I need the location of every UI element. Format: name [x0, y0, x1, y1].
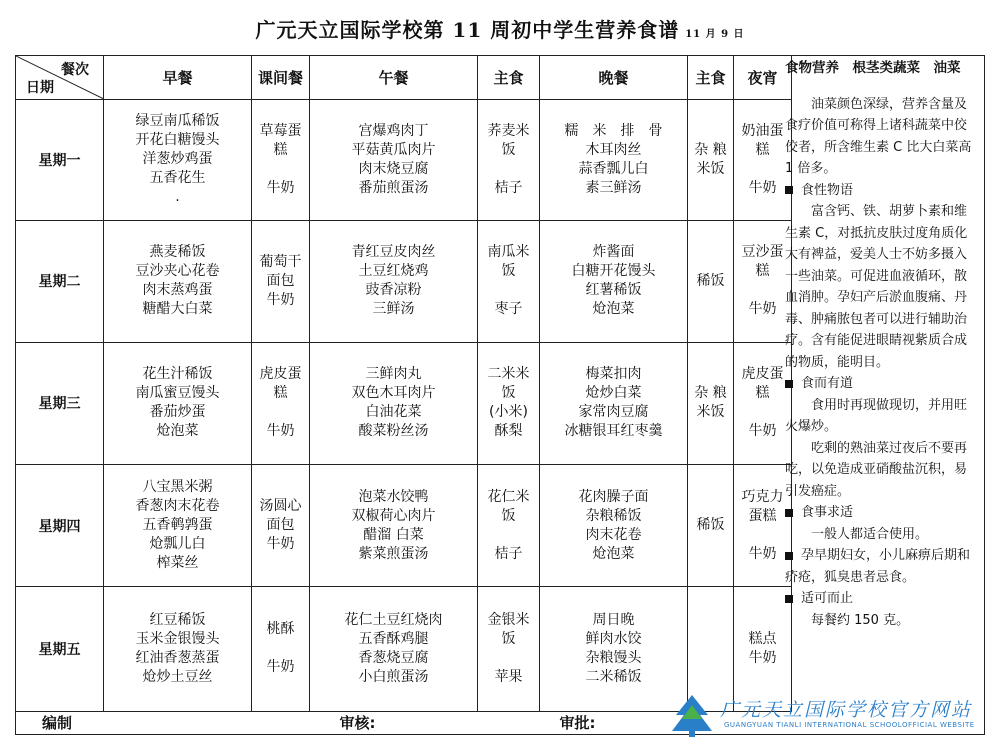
menu-table [15, 55, 792, 735]
breakfast-item: 炝泡菜 [156, 423, 199, 440]
cell-snack [252, 587, 310, 711]
supper-item: 糕 [755, 263, 770, 280]
staple1-item [480, 526, 537, 545]
bullet-5-text: 每餐约 150 克。 [811, 612, 910, 628]
bullet-1-title: 食性物语 [801, 182, 854, 198]
school-logo[interactable] [668, 691, 998, 741]
footer-review: 审核: [310, 711, 540, 734]
supper-item: 糕 [755, 385, 770, 402]
header-staple-lunch: 主食 [478, 56, 540, 100]
dinner-item: 花肉臊子面 [578, 488, 649, 505]
cell-breakfast [104, 220, 252, 342]
dinner-item: 素三鲜汤 [585, 179, 642, 196]
lunch-item: 双色木耳肉片 [351, 385, 436, 402]
breakfast-item: 红豆稀饭 [149, 611, 206, 628]
lunch-item: 双椒荷心肉片 [351, 507, 436, 524]
cell-snack [252, 342, 310, 464]
dinner-item: 糯 米 排 骨 [564, 122, 663, 139]
snack-item: 面包 [266, 272, 295, 289]
cell-dinner [540, 587, 688, 711]
supper-item: 蛋糕 [748, 507, 777, 524]
staple1-item: 花仁米 [487, 488, 530, 505]
cell-staple1 [478, 342, 540, 464]
school-emblem-icon [668, 691, 716, 739]
logo-chinese-text: 广元天立国际学校官方网站 [720, 699, 973, 721]
breakfast-item: 开花白糖馒头 [135, 132, 220, 149]
dinner-item: 冰糖银耳红枣羹 [564, 423, 663, 440]
snack-item: 牛奶 [266, 291, 295, 308]
square-bullet-icon [785, 186, 793, 194]
breakfast-item: 燕麦稀饭 [149, 244, 206, 261]
staple1-item [480, 160, 537, 179]
snack-item: 牛奶 [266, 536, 295, 553]
supper-item: 虎皮蛋 [741, 366, 784, 383]
header-supper: 夜宵 [734, 56, 792, 100]
dinner-item: 炝泡菜 [592, 301, 635, 318]
title-date: 11 月 9 日 [685, 29, 745, 40]
staple1-item: 金银米 [487, 611, 530, 628]
breakfast-item: 炝瓢儿白 [149, 536, 206, 553]
snack-item: 草莓蛋 [259, 122, 302, 139]
dinner-item: 红薯稀饭 [585, 282, 642, 299]
square-bullet-icon [785, 509, 793, 517]
day-row [16, 99, 792, 220]
staple1-item: 桔子 [494, 545, 523, 562]
day-row [16, 220, 792, 342]
dinner-item: 白糖开花馒头 [571, 263, 656, 280]
square-bullet-icon [785, 380, 793, 388]
staple1-item: 枣子 [494, 301, 523, 318]
lunch-item: 香葱烧豆腐 [358, 649, 429, 666]
snack-item: 糕 [273, 385, 288, 402]
snack-item: 汤圆心 [259, 498, 302, 515]
breakfast-item: 五香鹌鹑蛋 [142, 517, 213, 534]
breakfast-item: 南瓜蜜豆馒头 [135, 385, 220, 402]
staple1-item: 酥梨 [494, 423, 523, 440]
breakfast-item: 肉末蒸鸡蛋 [142, 282, 213, 299]
staple2-item: 杂 粮 [694, 141, 727, 158]
lunch-item: 青红豆皮肉丝 [351, 244, 436, 261]
breakfast-item: 糖醋大白菜 [142, 301, 213, 318]
nutrition-intro: 油菜颜色深绿，营养含量及食疗价值可称得上诸科蔬菜中佼佼者，所含维生素 C 比大白菜高 1 倍多。 [785, 96, 972, 176]
breakfast-item: . [175, 189, 180, 206]
cell-dinner [540, 99, 688, 220]
header-staple-dinner: 主食 [688, 56, 734, 100]
corner-meal-label: 餐次 [61, 62, 89, 78]
staple1-item: 苹果 [494, 668, 523, 685]
footer-blank [104, 711, 310, 734]
bullet-1-text: 富含钙、铁、胡萝卜素和维生素 C，对抵抗皮肤过度角质化大有裨益，爱美人士不妨多摄入一些油菜。可促进血液循环，散血消肿。孕妇产后淤血腹痛、丹毒、肿痛脓包者可以进行辅助治疗。含有能促进眼睛视紫质合成的物质，能明目。 [785, 204, 968, 370]
breakfast-item: 洋葱炒鸡蛋 [142, 151, 213, 168]
bullet-3 [785, 502, 978, 524]
bullet-1 [785, 180, 978, 202]
lunch-item: 酸菜粉丝汤 [358, 423, 429, 440]
cell-dinner [540, 220, 688, 342]
bullet-5 [785, 588, 978, 610]
square-bullet-icon [785, 552, 793, 560]
dinner-item: 杂粮馒头 [585, 649, 642, 666]
cell-dinner [540, 342, 688, 464]
staple1-item: 饭 [501, 630, 516, 647]
day-row [16, 465, 792, 587]
supper-item: 牛奶 [748, 301, 777, 318]
breakfast-item: 玉米金银馒头 [135, 630, 220, 647]
header-snack: 课间餐 [252, 56, 310, 100]
lunch-item: 醋溜 白菜 [363, 526, 424, 543]
cell-staple1 [478, 465, 540, 587]
footer-approve: 审批: [540, 711, 792, 734]
header-row [16, 56, 792, 100]
lunch-item: 泡菜水饺鸭 [358, 488, 429, 505]
cell-breakfast [104, 587, 252, 711]
dinner-item: 木耳肉丝 [585, 141, 642, 158]
staple1-item: 饭 [501, 385, 516, 402]
staple1-item: (小米) [489, 404, 528, 421]
title-text: 广元天立国际学校第 11 周初中学生营养食谱 [255, 18, 680, 42]
dinner-item: 炝炒白菜 [585, 385, 642, 402]
lunch-item: 宫爆鸡肉丁 [358, 122, 429, 139]
lunch-item: 花仁土豆红烧肉 [344, 611, 443, 628]
header-lunch: 午餐 [310, 56, 478, 100]
cell-breakfast [104, 99, 252, 220]
supper-item: 牛奶 [748, 423, 777, 440]
day-rows [16, 99, 792, 711]
breakfast-item: 绿豆南瓜稀饭 [135, 113, 220, 130]
bullet-2-text1: 食用时再现做现切，并用旺火爆炒。 [785, 397, 968, 434]
cell-lunch [310, 465, 478, 587]
corner-date-label: 日期 [26, 79, 54, 96]
supper-item: 牛奶 [748, 545, 777, 562]
cell-lunch [310, 587, 478, 711]
lunch-item: 三鲜肉丸 [365, 366, 422, 383]
header-breakfast: 早餐 [104, 56, 252, 100]
lunch-item: 土豆红烧鸡 [358, 263, 429, 280]
supper-item: 糕 [755, 141, 770, 158]
bullet-2 [785, 373, 978, 395]
dinner-item: 炝泡菜 [592, 545, 635, 562]
dinner-item: 炸酱面 [592, 244, 635, 261]
snack-item: 桃酥 [266, 621, 295, 638]
staple1-item: 荞麦米 [487, 122, 530, 139]
snack-item [254, 403, 307, 422]
dinner-item: 鲜肉水饺 [585, 630, 642, 647]
square-bullet-icon [785, 595, 793, 603]
bullet-3-title: 食事求适 [801, 505, 854, 520]
lunch-item: 肉末烧豆腐 [358, 160, 429, 177]
header-dinner: 晚餐 [540, 56, 688, 100]
breakfast-item: 香葱肉末花卷 [135, 498, 220, 515]
bullet-2-text2: 吃剩的熟油菜过夜后不要再吃，以免造成亚硝酸盐沉积，易引发癌症。 [785, 440, 968, 499]
day-label: 星期二 [16, 220, 104, 342]
staple1-item: 饭 [501, 141, 516, 158]
supper-item: 豆沙蛋 [741, 244, 784, 261]
cell-staple2 [688, 99, 734, 220]
staple2-item: 米饭 [696, 160, 725, 177]
day-label: 星期五 [16, 587, 104, 711]
bullet-4-text: 孕早期妇女，小儿麻痹后期和疥疮，狐臭患者忌食。 [785, 548, 971, 585]
lunch-item: 豉香凉粉 [365, 282, 422, 299]
logo-english-text: GUANGYUAN TIANLI INTERNATIONAL SCHOOLOFFICIAL WEBSITE [724, 721, 975, 729]
breakfast-item: 豆沙夹心花卷 [135, 263, 220, 280]
cell-snack [252, 465, 310, 587]
supper-item: 奶油蛋 [741, 122, 784, 139]
cell-staple2 [688, 220, 734, 342]
lunch-item: 白油花菜 [365, 404, 422, 421]
breakfast-item: 八宝黑米粥 [142, 479, 213, 496]
cell-lunch [310, 99, 478, 220]
dinner-item: 家常肉豆腐 [578, 404, 649, 421]
snack-item: 牛奶 [266, 179, 295, 196]
staple1-item [480, 649, 537, 668]
staple1-item: 南瓜米 [487, 244, 530, 261]
snack-item [254, 639, 307, 658]
bullet-4 [785, 545, 978, 588]
supper-item: 糕点 [748, 630, 777, 647]
cell-staple2 [688, 465, 734, 587]
footer-edit: 编制 [16, 711, 104, 734]
lunch-item: 五香酥鸡腿 [358, 630, 429, 647]
dinner-item: 梅菜扣肉 [585, 366, 642, 383]
cell-breakfast [104, 465, 252, 587]
day-label: 星期四 [16, 465, 104, 587]
bullet-2-title: 食而有道 [801, 376, 854, 391]
snack-item: 虎皮蛋 [259, 366, 302, 383]
staple2-item: 杂 粮 [694, 385, 727, 402]
supper-item: 巧克力 [741, 488, 784, 505]
staple1-item: 饭 [501, 263, 516, 280]
nutrition-panel [777, 55, 985, 735]
day-label: 星期一 [16, 99, 104, 220]
lunch-item: 番茄煎蛋汤 [358, 179, 429, 196]
cell-lunch [310, 342, 478, 464]
cell-lunch [310, 220, 478, 342]
breakfast-item: 榨菜丝 [156, 555, 199, 572]
lunch-item: 紫菜煎蛋汤 [358, 545, 429, 562]
staple2-item: 稀饭 [696, 272, 725, 289]
bullet-5-title: 适可而止 [801, 591, 854, 606]
breakfast-item: 五香花生 [149, 170, 206, 187]
staple1-item [480, 281, 537, 300]
cell-staple2 [688, 342, 734, 464]
cell-dinner [540, 465, 688, 587]
supper-item: 牛奶 [748, 179, 777, 196]
snack-item: 牛奶 [266, 659, 295, 676]
cell-snack [252, 99, 310, 220]
breakfast-item: 炝炒土豆丝 [142, 668, 213, 685]
snack-item: 糕 [273, 141, 288, 158]
snack-item: 面包 [266, 517, 295, 534]
cell-staple1 [478, 99, 540, 220]
cell-staple1 [478, 220, 540, 342]
dinner-item: 肉末花卷 [585, 526, 642, 543]
cell-snack [252, 220, 310, 342]
lunch-item: 三鲜汤 [372, 301, 415, 318]
dinner-item: 二米稀饭 [585, 668, 642, 685]
supper-item: 牛奶 [748, 649, 777, 666]
breakfast-item: 红油香葱蒸蛋 [135, 649, 220, 666]
cell-breakfast [104, 342, 252, 464]
snack-item [254, 160, 307, 179]
breakfast-item: 花生汁稀饭 [142, 366, 213, 383]
dinner-item: 杂粮稀饭 [585, 507, 642, 524]
dinner-item: 蒜香瓢儿白 [578, 160, 649, 177]
breakfast-item: 番茄炒蛋 [149, 404, 206, 421]
staple2-item: 米饭 [696, 404, 725, 421]
dinner-item: 周日晚 [592, 611, 635, 628]
lunch-item: 平菇黄瓜肉片 [351, 141, 436, 158]
bullet-3-text: 一般人都适合使用。 [811, 526, 929, 542]
staple1-item: 二米米 [487, 366, 530, 383]
staple1-item: 桔子 [494, 179, 523, 196]
day-label: 星期三 [16, 342, 104, 464]
cell-staple1 [478, 587, 540, 711]
day-row [16, 342, 792, 464]
page-title [0, 14, 1000, 43]
lunch-item: 小白煎蛋汤 [358, 668, 429, 685]
staple1-item: 饭 [501, 507, 516, 524]
snack-item: 牛奶 [266, 423, 295, 440]
nutrition-heading: 食物营养 根茎类蔬菜 油菜 [785, 60, 961, 76]
staple2-item: 稀饭 [696, 517, 725, 534]
snack-item: 葡萄干 [259, 253, 302, 270]
corner-cell [16, 56, 104, 100]
